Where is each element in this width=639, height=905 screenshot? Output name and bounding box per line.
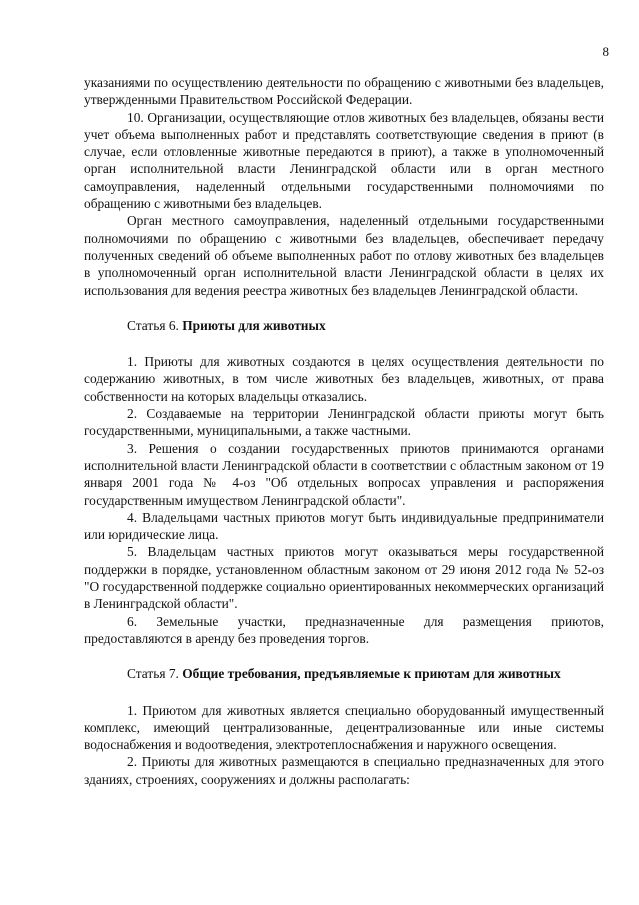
page-number: 8 [602,44,609,59]
article-6-paragraph-2: 2. Создаваемые на территории Ленинградской области приюты могут быть государственными, муниципальными, а также частными. [84,406,604,439]
paragraph-item-10: 10. Организации, осуществляющие отлов животных без владельцев, обязаны вести учет объема выполненных работ и представлять соответствующие сведения в приют (в случае, если отловленные животные передаются в приют), а также в уполномоченный орган исполнительной власти Ленинградской области или в орган местного самоуправления, наделенный отдельными государственными полномочиями по обращению с животными без владельцев. [84,109,604,212]
article-6-title: Приюты для животных [182,317,326,333]
article-7-paragraph-2: 2. Приюты для животных размещаются в специально предназначенных для этого зданиях, строениях, сооружениях и должны располагать: [84,754,604,787]
article-7-paragraph-1: 1. Приютом для животных является специально оборудованный имущественный комплекс, имеющий централизованные, децентрализованные или иные системы водоснабжения и водоотведения, электротеплоснабжения и наружного освещения. [84,702,604,753]
article-7-heading [84,665,604,682]
article-7-prefix: Статья 7. [127,666,183,682]
article-6-paragraph-4: 4. Владельцами частных приютов могут быть индивидуальные предприниматели или юридические лица. [84,509,604,543]
article-6-heading [84,317,604,334]
document-body [84,74,604,788]
paragraph-continuation: указаниями по осуществлению деятельности по обращению с животными без владельцев, утвержденными Правительством Российской Федерации. [84,75,604,108]
article-6-paragraph-1: 1. Приюты для животных создаются в целях осуществления деятельности по содержанию животных, в том числе животных без владельцев, животных, от права собственности на которых владельцы отказались. [84,354,604,404]
paragraph-local-authority: Орган местного самоуправления, наделенный отдельными государственными полномочиями по обращению с животными без владельцев, обеспечивает передачу полученных сведений об объеме выполненных работ по отлову животных без владельцев в уполномоченный орган исполнительной власти Ленинградской области в целях их использования для ведения реестра животных без владельцев Ленинградской области. [84,213,604,298]
article-6-prefix: Статья 6. [127,317,183,333]
article-6-paragraph-3: 3. Решения о создании государственных приютов принимаются органами исполнительной власти Ленинградской области в соответствии с областным законом от 19 января 2001 года № 4-оз "Об отдельных вопросах управления и распоряжения государственным имуществом Ленинградской области". [84,440,604,508]
article-6-paragraph-5: 5. Владельцам частных приютов могут оказываться меры государственной поддержки в порядке, установленном областным законом от 29 июня 2012 года № 52-оз "О государственной поддержке социально ориентированных некоммерческих организаций в Ленинградской области". [84,544,604,612]
article-7-title: Общие требования, предъявляемые к приютам для животных [182,666,561,682]
article-7-body [84,702,604,788]
article-6-body [84,353,604,647]
article-6-paragraph-6: 6. Земельные участки, предназначенные для размещения приютов, предоставляются в аренду без проведения торгов. [84,613,604,646]
